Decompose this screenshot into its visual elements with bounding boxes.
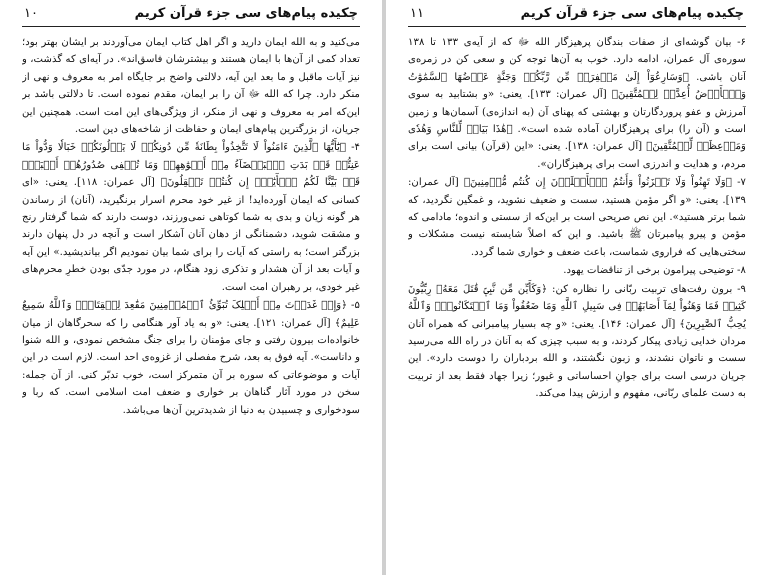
right-page — [386, 0, 768, 575]
left-paragraph: می‌کنید و به الله ایمان دارید و اگر اهل کتاب ایمان می‌آوردند بر ایشان بهتر بود؛ تعداد کمی از آن‌ها با ایمان هستند و بیشترشان فاسق‌اند». در آیه‌ای که گذشت، و نیز آیات ماقبل و ما بعد این آیه، دلالتی واضح بر جایگاه امر به معروف و نهی از منکر دارد. چرا که الله ﷻ آن را بر ایمان، مقدم نموده است. تا دلالتی باشد بر این‌که امر به معروف و نهی از منکر، از ویژگی‌های این امت است. همچنین این جریان، از بزرگترین پیام‌های ایمان و حفاظت از شاخه‌های دین است. — [22, 37, 360, 136]
right-paragraph: ۷- ﴿وَلَا تَهِنُواْ وَلَا تَحۡزَنُواْ وَأَنتُمُ ٱلۡأَعۡلَوۡنَ إِن کُنتُم مُّؤۡمِنِینَ﴾ [آل عمران: ۱۳۹]. یعنی: «و اگر مؤمن هستید، سست و ضعیف نشوید، و غمگین نگردید، که شما برتر هستید». این نص صریحی است بر این‌که از سستی و اندوه؛ مادامی که مؤمن و پیرو پیامبرتان ﷺ باشید. و این که اصلاً شایسته نیست مشکلات و سختی‌هایی که فراروی شماست، باعث ضعف و خواری شما گردد. — [408, 177, 746, 258]
left-page-body — [22, 34, 360, 569]
left-paragraph: ۵- ﴿وَإِذۡ غَدَوۡتَ مِنۡ أَهۡلِکَ تُبَوِّئُ ٱلۡمُؤۡمِنِینَ مَقَٰعِدَ لِلۡقِتَالِۗ وَٱللَّهُ سَمِیعٌ عَلِیمٌ﴾ [آل عمران: ۱۲۱]. یعنی: «و به یاد آور هنگامی را که سحرگاهان از میان خانواده‌ات بیرون رفتی و جای مؤمنان را برای جنگ مشخص نمودی، و الله شنوا و داناست». آیه فوق به بعد، شرح مفصلی از غزوه‌ی احد است. لازم است در این آیات و موضوعاتی که سوره بر آن متمرکز است، خوب تدبّر کنی. از آن جمله: سخن در مورد آثار گناهان بر خواری و ضعف امت اسلامی است. که ربا و سودخواری و چسبیدن به دنیا از شدیدترین آن‌ها می‌باشد. — [22, 300, 360, 416]
right-paragraph: ۶- بیان گوشه‌ای از صفات بندگان پرهیزگار الله ﷻ که از آیه‌ی ۱۳۳ تا ۱۳۸ سوره‌ی آل عمران، ادامه دارد. خوب به آن‌ها توجه کن و سعی کن در زمره‌ی آنان باشی. ﴿وَسَارِعُوٓاْ إِلَىٰ مَغۡفِرَةٖ مِّن رَّبِّکُمۡ وَجَنَّةٍ عَرۡضُهَا ٱلسَّمَٰوَٰتُ وَٱلۡأَرۡضُ أُعِدَّتۡ لِلۡمُتَّقِینَ﴾ [آل عمران: ۱۳۳]. یعنی: «و بشتابید به سوی آمرزش و عفو پروردگارتان و بهشتی که پهنای آن (به اندازه‌ی) آسمان‌ها و زمین است و (آن را) برای پرهیزگاران آماده شده است». ﴿هَٰذَا بَیَانٞ لِّلنَّاسِ وَهُدٗى وَمَوۡعِظَةٞ لِّلۡمُتَّقِینَ﴾ [آل عمران: ۱۳۸]. یعنی: «این (قرآن) بیانی است برای مردم، و هدایت و اندرزی است برای پرهیزگاران». — [408, 37, 746, 170]
right-header-rule — [408, 26, 746, 27]
left-header-title: چکیده پیام‌های سی جزء قرآن کریم — [134, 6, 358, 21]
right-paragraph: ۹- برون رفت‌های تربیت ربّانی را نظاره کن: ﴿وَکَأَیِّن مِّن نَّبِیّٖ قَٰتَلَ مَعَهُۥ رِبِّیُّونَ کَثِیرٞ فَمَا وَهَنُواْ لِمَآ أَصَابَهُمۡ فِی سَبِیلِ ٱللَّهِ وَمَا ضَعُفُواْ وَمَا ٱسۡتَکَانُواْۗ وَٱللَّهُ یُحِبُّ ٱلصَّٰبِرِینَ﴾ [آل عمران: ۱۴۶]. یعنی: «و چه بسیار پیامبرانی که همراه آنان مردان خدایی زیادی پیکار کردند، و به سبب چیزی که به آنان در راه الله می‌رسید سست و ناتوان نشدند، و زبون نگشتند، و الله بردباران را دوست دارد». این جریان درسی است برای جوانِ احساساتی و غیور؛ زیرا جهاد فقط بعد از تربیت به دست علمای ربّانی، مفهوم و ارزش پیدا می‌کند. — [408, 283, 746, 400]
left-paragraph: ۴- ﴿یَٰٓأَیُّهَا ٱلَّذِینَ ءَامَنُواْ لَا تَتَّخِذُواْ بِطَانَةٗ مِّن دُونِکُمۡ لَا یَأۡلُونَکُمۡ خَبَالٗا وَدُّواْ مَا عَنِتُّمۡ قَدۡ بَدَتِ ٱلۡبَغۡضَآءُ مِنۡ أَفۡوَٰهِهِمۡ وَمَا تُخۡفِی صُدُورُهُمۡ أَکۡبَرُۚ قَدۡ بَیَّنَّا لَکُمُ ٱلۡأٓیَٰتِۖ إِن کُنتُمۡ تَعۡقِلُونَ﴾ [آل عمران: ۱۱۸]. یعنی: «ای کسانی که ایمان آورده‌اید! از غیر خود محرم اسرار برنگیرید، (آنان) از رساندن هر گونه زیان و بدی به شما کوتاهی نمی‌ورزند، دوست دارند که شما گرفتار رنج و مشقت شوید، دشمنانگی از دهان آنان آشکار است و آنچه در دل پنهان دارند بزرگتر است؛ به راستی که آیات را برای شما بیان نمودیم اگر بیاندیشید.» این آیه و آیات بعد از آن هشدار و تذکری زود هنگام، در مورد جدّی بودن خطرِ محرم‌های غیر خودی، بر رهبران امت است. — [22, 142, 360, 293]
right-page-body — [408, 34, 746, 569]
right-page-header — [410, 6, 744, 26]
left-header-rule — [22, 26, 360, 27]
left-page-number: ۱۰ — [24, 6, 38, 21]
right-page-number: ۱۱ — [410, 6, 424, 21]
left-page-header — [24, 6, 358, 26]
right-paragraph: ۸- توضیحی پیرامون برخی از تناقضات یهود. — [563, 265, 746, 277]
right-header-title: چکیده پیام‌های سی جزء قرآن کریم — [520, 6, 744, 21]
left-page — [0, 0, 382, 575]
